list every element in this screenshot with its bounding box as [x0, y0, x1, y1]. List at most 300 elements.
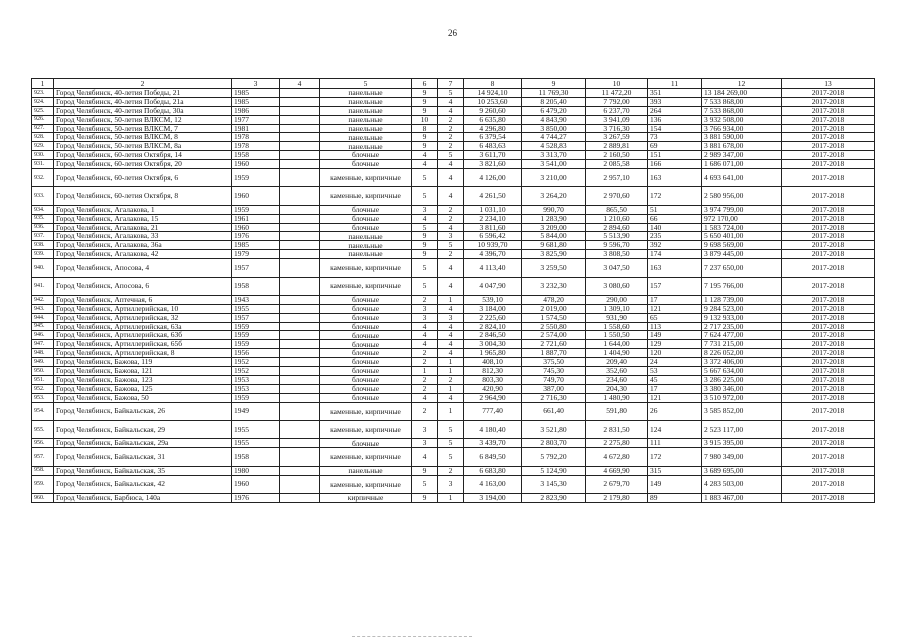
row-number-cell: 926. — [32, 115, 54, 124]
year-built-cell: 1960 — [232, 475, 280, 493]
living-area-cell: 11 769,30 — [522, 89, 586, 98]
address-cell: Город Челябинск, Аптечная, 6 — [54, 295, 232, 304]
entrances-cell: 5 — [438, 439, 464, 448]
address-cell: Город Челябинск, Байкальская, 42 — [54, 475, 232, 493]
table-row — [32, 313, 875, 322]
col-4-cell — [280, 97, 320, 106]
table-row — [32, 402, 875, 420]
address-cell: Город Челябинск, Байкальская, 29 — [54, 421, 232, 439]
total-area-cell: 4 261,50 — [464, 187, 522, 205]
col-4-cell — [280, 421, 320, 439]
row-number-cell: 942. — [32, 295, 54, 304]
entrances-cell: 3 — [438, 232, 464, 241]
living-area-cell: 2 019,00 — [522, 304, 586, 313]
residential-area-cell: 3 716,30 — [586, 124, 648, 133]
table-row — [32, 106, 875, 115]
floors-cell: 9 — [412, 142, 438, 151]
living-area-cell: 5 124,90 — [522, 466, 586, 475]
entrances-cell: 5 — [438, 241, 464, 250]
floors-cell: 9 — [412, 97, 438, 106]
living-area-cell: 2 574,00 — [522, 331, 586, 340]
wall-material-cell: панельные — [320, 232, 412, 241]
residents-cell: 264 — [648, 106, 702, 115]
entrances-cell: 4 — [438, 169, 464, 187]
row-number-cell: 954. — [32, 402, 54, 420]
year-built-cell: 1953 — [232, 375, 280, 384]
repair-cost-cell: 3 689 695,00 — [702, 466, 782, 475]
repair-period-cell: 2017-2018 — [782, 349, 875, 358]
repair-cost-cell: 3 766 934,00 — [702, 124, 782, 133]
wall-material-cell: панельные — [320, 466, 412, 475]
repair-cost-cell: 2 523 117,00 — [702, 421, 782, 439]
year-built-cell: 1955 — [232, 439, 280, 448]
col-4-cell — [280, 322, 320, 331]
residents-cell: 120 — [648, 349, 702, 358]
residents-cell: 149 — [648, 331, 702, 340]
year-built-cell: 1985 — [232, 241, 280, 250]
address-cell: Город Челябинск, 40-летия Победы, 21 — [54, 89, 232, 98]
residential-area-cell: 3 808,50 — [586, 250, 648, 259]
repair-period-cell: 2017-2018 — [782, 466, 875, 475]
repair-cost-cell: 3 932 508,00 — [702, 115, 782, 124]
entrances-cell: 4 — [438, 259, 464, 277]
repair-cost-cell: 1 128 739,00 — [702, 295, 782, 304]
row-number-cell: 925. — [32, 106, 54, 115]
residential-area-cell: 209,40 — [586, 358, 648, 367]
row-number-cell: 960. — [32, 493, 54, 502]
wall-material-cell: каменные, кирпичные — [320, 448, 412, 466]
repair-period-cell: 2017-2018 — [782, 331, 875, 340]
repair-cost-cell: 1 883 467,00 — [702, 493, 782, 502]
address-cell: Город Челябинск, Артиллерийская, 65б — [54, 340, 232, 349]
residents-cell: 392 — [648, 241, 702, 250]
repair-cost-cell: 1 583 724,00 — [702, 223, 782, 232]
floors-cell: 9 — [412, 250, 438, 259]
row-number-cell: 931. — [32, 160, 54, 169]
total-area-cell: 6 683,80 — [464, 466, 522, 475]
row-number-cell: 957. — [32, 448, 54, 466]
repair-cost-cell: 3 585 852,00 — [702, 402, 782, 420]
entrances-cell: 4 — [438, 160, 464, 169]
year-built-cell: 1961 — [232, 214, 280, 223]
residents-cell: 66 — [648, 214, 702, 223]
floors-cell: 9 — [412, 241, 438, 250]
col-4-cell — [280, 402, 320, 420]
repair-cost-cell: 2 717 235,00 — [702, 322, 782, 331]
repair-period-cell: 2017-2018 — [782, 358, 875, 367]
table-row — [32, 160, 875, 169]
total-area-cell: 420,90 — [464, 384, 522, 393]
column-number-row — [32, 79, 875, 89]
repair-cost-cell: 3 372 406,00 — [702, 358, 782, 367]
residents-cell: 129 — [648, 340, 702, 349]
wall-material-cell: блочные — [320, 358, 412, 367]
repair-cost-cell: 9 698 569,00 — [702, 241, 782, 250]
residents-cell: 172 — [648, 187, 702, 205]
row-number-cell: 937. — [32, 232, 54, 241]
col-4-cell — [280, 384, 320, 393]
year-built-cell: 1985 — [232, 97, 280, 106]
col-4-cell — [280, 313, 320, 322]
living-area-cell: 387,00 — [522, 384, 586, 393]
total-area-cell: 4 296,80 — [464, 124, 522, 133]
address-cell: Город Челябинск, 60-летия Октября, 14 — [54, 151, 232, 160]
col-4-cell — [280, 331, 320, 340]
table-row — [32, 169, 875, 187]
row-number-cell: 928. — [32, 133, 54, 142]
wall-material-cell: блочные — [320, 313, 412, 322]
repair-cost-cell: 7 533 868,00 — [702, 97, 782, 106]
address-cell: Город Челябинск, Барбюса, 140а — [54, 493, 232, 502]
table-row — [32, 214, 875, 223]
table-row — [32, 340, 875, 349]
living-area-cell: 3 850,00 — [522, 124, 586, 133]
row-number-cell: 938. — [32, 241, 54, 250]
table-row — [32, 493, 875, 502]
floors-cell: 4 — [412, 214, 438, 223]
residential-area-cell: 1 480,90 — [586, 393, 648, 402]
living-area-cell: 6 479,20 — [522, 106, 586, 115]
address-cell: Город Челябинск, Артиллерийская, 63а — [54, 322, 232, 331]
living-area-cell: 2 550,80 — [522, 322, 586, 331]
wall-material-cell: блочные — [320, 151, 412, 160]
row-number-cell: 927. — [32, 124, 54, 133]
row-number-cell: 934. — [32, 205, 54, 214]
residents-cell: 174 — [648, 250, 702, 259]
table-row — [32, 331, 875, 340]
year-built-cell: 1959 — [232, 205, 280, 214]
entrances-cell: 4 — [438, 187, 464, 205]
column-number-13: 13 — [782, 79, 875, 89]
wall-material-cell: каменные, кирпичные — [320, 277, 412, 295]
living-area-cell: 3 232,30 — [522, 277, 586, 295]
address-cell: Город Челябинск, 50-летия ВЛКСМ, 8 — [54, 133, 232, 142]
floors-cell: 3 — [412, 304, 438, 313]
col-4-cell — [280, 259, 320, 277]
residential-area-cell: 352,60 — [586, 367, 648, 376]
residential-area-cell: 865,50 — [586, 205, 648, 214]
residents-cell: 140 — [648, 223, 702, 232]
year-built-cell: 1976 — [232, 493, 280, 502]
wall-material-cell: каменные, кирпичные — [320, 475, 412, 493]
entrances-cell: 2 — [438, 466, 464, 475]
total-area-cell: 10 253,60 — [464, 97, 522, 106]
row-number-cell: 958. — [32, 466, 54, 475]
total-area-cell: 803,30 — [464, 375, 522, 384]
row-number-cell: 953. — [32, 393, 54, 402]
column-number-12: 12 — [702, 79, 782, 89]
row-number-cell: 933. — [32, 187, 54, 205]
entrances-cell: 1 — [438, 367, 464, 376]
total-area-cell: 3 439,70 — [464, 439, 522, 448]
repair-period-cell: 2017-2018 — [782, 367, 875, 376]
row-number-cell: 924. — [32, 97, 54, 106]
wall-material-cell: каменные, кирпичные — [320, 169, 412, 187]
row-number-cell: 932. — [32, 169, 54, 187]
col-4-cell — [280, 375, 320, 384]
repair-period-cell: 2017-2018 — [782, 304, 875, 313]
year-built-cell: 1958 — [232, 448, 280, 466]
entrances-cell: 1 — [438, 358, 464, 367]
repair-cost-cell: 3 286 225,00 — [702, 375, 782, 384]
total-area-cell: 2 225,60 — [464, 313, 522, 322]
wall-material-cell: блочные — [320, 393, 412, 402]
residents-cell: 17 — [648, 384, 702, 393]
year-built-cell: 1958 — [232, 151, 280, 160]
table-row — [32, 232, 875, 241]
residential-area-cell: 2 889,81 — [586, 142, 648, 151]
column-number-9: 9 — [522, 79, 586, 89]
floors-cell: 9 — [412, 493, 438, 502]
residential-area-cell: 234,60 — [586, 375, 648, 384]
table-row — [32, 133, 875, 142]
residents-cell: 163 — [648, 169, 702, 187]
floors-cell: 5 — [412, 169, 438, 187]
repair-period-cell: 2017-2018 — [782, 439, 875, 448]
address-cell: Город Челябинск, 60-летия Октября, 6 — [54, 169, 232, 187]
residents-cell: 163 — [648, 259, 702, 277]
entrances-cell: 4 — [438, 322, 464, 331]
year-built-cell: 1955 — [232, 421, 280, 439]
total-area-cell: 4 396,70 — [464, 250, 522, 259]
floors-cell: 8 — [412, 124, 438, 133]
residential-area-cell: 2 085,58 — [586, 160, 648, 169]
residents-cell: 45 — [648, 375, 702, 384]
repair-cost-cell: 4 693 641,00 — [702, 169, 782, 187]
residential-area-cell: 11 472,20 — [586, 89, 648, 98]
repair-period-cell: 2017-2018 — [782, 232, 875, 241]
address-cell: Город Челябинск, Агалакова, 42 — [54, 250, 232, 259]
repair-period-cell: 2017-2018 — [782, 448, 875, 466]
entrances-cell: 2 — [438, 205, 464, 214]
residents-cell: 149 — [648, 475, 702, 493]
col-4-cell — [280, 169, 320, 187]
repair-period-cell: 2017-2018 — [782, 169, 875, 187]
wall-material-cell: блочные — [320, 375, 412, 384]
floors-cell: 3 — [412, 439, 438, 448]
col-4-cell — [280, 151, 320, 160]
repair-period-cell: 2017-2018 — [782, 89, 875, 98]
address-cell: Город Челябинск, 50-летия ВЛКСМ, 12 — [54, 115, 232, 124]
floors-cell: 3 — [412, 313, 438, 322]
living-area-cell: 3 825,90 — [522, 250, 586, 259]
floors-cell: 5 — [412, 223, 438, 232]
column-number-10: 10 — [586, 79, 648, 89]
year-built-cell: 1981 — [232, 124, 280, 133]
row-number-cell: 935. — [32, 214, 54, 223]
floors-cell: 3 — [412, 421, 438, 439]
row-number-cell: 939. — [32, 250, 54, 259]
residents-cell: 69 — [648, 142, 702, 151]
address-cell: Город Челябинск, Байкальская, 29а — [54, 439, 232, 448]
year-built-cell: 1957 — [232, 259, 280, 277]
col-4-cell — [280, 115, 320, 124]
year-built-cell: 1960 — [232, 223, 280, 232]
table-row — [32, 250, 875, 259]
repair-period-cell: 2017-2018 — [782, 384, 875, 393]
year-built-cell: 1960 — [232, 160, 280, 169]
row-number-cell: 946. — [32, 331, 54, 340]
col-4-cell — [280, 340, 320, 349]
floors-cell: 2 — [412, 402, 438, 420]
wall-material-cell: блочные — [320, 340, 412, 349]
residential-area-cell: 1 644,00 — [586, 340, 648, 349]
table-row — [32, 115, 875, 124]
living-area-cell: 2 823,90 — [522, 493, 586, 502]
repair-cost-cell: 3 974 799,00 — [702, 205, 782, 214]
repair-period-cell: 2017-2018 — [782, 115, 875, 124]
col-4-cell — [280, 466, 320, 475]
page-bottom-rule — [352, 636, 472, 638]
row-number-cell: 949. — [32, 358, 54, 367]
repair-cost-cell: 7 195 766,00 — [702, 277, 782, 295]
residential-area-cell: 2 831,50 — [586, 421, 648, 439]
wall-material-cell: блочные — [320, 439, 412, 448]
residential-area-cell: 6 237,70 — [586, 106, 648, 115]
total-area-cell: 3 194,00 — [464, 493, 522, 502]
floors-cell: 4 — [412, 322, 438, 331]
address-cell: Город Челябинск, Бажова, 121 — [54, 367, 232, 376]
year-built-cell: 1958 — [232, 277, 280, 295]
floors-cell: 5 — [412, 187, 438, 205]
year-built-cell: 1949 — [232, 402, 280, 420]
year-built-cell: 1985 — [232, 89, 280, 98]
wall-material-cell: каменные, кирпичные — [320, 259, 412, 277]
year-built-cell: 1959 — [232, 322, 280, 331]
residents-cell: 136 — [648, 115, 702, 124]
residential-area-cell: 3 047,50 — [586, 259, 648, 277]
residential-area-cell: 1 558,60 — [586, 322, 648, 331]
entrances-cell: 2 — [438, 250, 464, 259]
wall-material-cell: панельные — [320, 115, 412, 124]
address-cell: Город Челябинск, Агалакова, 21 — [54, 223, 232, 232]
residential-area-cell: 1 210,60 — [586, 214, 648, 223]
entrances-cell: 1 — [438, 402, 464, 420]
wall-material-cell: блочные — [320, 349, 412, 358]
wall-material-cell: панельные — [320, 89, 412, 98]
year-built-cell: 1976 — [232, 232, 280, 241]
wall-material-cell: панельные — [320, 124, 412, 133]
col-4-cell — [280, 250, 320, 259]
column-number-11: 11 — [648, 79, 702, 89]
entrances-cell: 4 — [438, 106, 464, 115]
address-cell: Город Челябинск, Апосова, 6 — [54, 277, 232, 295]
repair-cost-cell: 7 237 650,00 — [702, 259, 782, 277]
living-area-cell: 3 259,50 — [522, 259, 586, 277]
year-built-cell: 1960 — [232, 187, 280, 205]
address-cell: Город Челябинск, Бажова, 119 — [54, 358, 232, 367]
total-area-cell: 3 821,60 — [464, 160, 522, 169]
address-cell: Город Челябинск, Байкальская, 31 — [54, 448, 232, 466]
living-area-cell: 1 574,50 — [522, 313, 586, 322]
total-area-cell: 4 113,40 — [464, 259, 522, 277]
floors-cell: 4 — [412, 448, 438, 466]
entrances-cell: 4 — [438, 97, 464, 106]
entrances-cell: 4 — [438, 393, 464, 402]
table-row — [32, 475, 875, 493]
row-number-cell: 951. — [32, 375, 54, 384]
address-cell: Город Челябинск, Артиллерийская, 63б — [54, 331, 232, 340]
repair-period-cell: 2017-2018 — [782, 421, 875, 439]
residents-cell: 157 — [648, 277, 702, 295]
col-4-cell — [280, 89, 320, 98]
row-number-cell: 936. — [32, 223, 54, 232]
floors-cell: 3 — [412, 205, 438, 214]
address-cell: Город Челябинск, 60-летия Октября, 8 — [54, 187, 232, 205]
address-cell: Город Челябинск, 40-летия Победы, 21а — [54, 97, 232, 106]
residential-area-cell: 4 669,90 — [586, 466, 648, 475]
residential-area-cell: 2 957,10 — [586, 169, 648, 187]
repair-cost-cell: 13 184 269,00 — [702, 89, 782, 98]
year-built-cell: 1959 — [232, 169, 280, 187]
total-area-cell: 3 811,60 — [464, 223, 522, 232]
col-4-cell — [280, 475, 320, 493]
year-built-cell: 1986 — [232, 106, 280, 115]
table-row — [32, 97, 875, 106]
repair-period-cell: 2017-2018 — [782, 97, 875, 106]
table-row — [32, 187, 875, 205]
row-number-cell: 952. — [32, 384, 54, 393]
row-number-cell: 930. — [32, 151, 54, 160]
row-number-cell: 956. — [32, 439, 54, 448]
residential-area-cell: 4 672,80 — [586, 448, 648, 466]
residents-cell: 351 — [648, 89, 702, 98]
address-cell: Город Челябинск, Бажова, 125 — [54, 384, 232, 393]
repair-period-cell: 2017-2018 — [782, 475, 875, 493]
residential-area-cell: 1 550,50 — [586, 331, 648, 340]
total-area-cell: 3 004,30 — [464, 340, 522, 349]
residents-cell: 51 — [648, 205, 702, 214]
address-cell: Город Челябинск, 60-летия Октября, 20 — [54, 160, 232, 169]
housing-registry-table — [31, 78, 875, 503]
wall-material-cell: блочные — [320, 384, 412, 393]
residential-area-cell: 591,80 — [586, 402, 648, 420]
year-built-cell: 1952 — [232, 358, 280, 367]
col-4-cell — [280, 493, 320, 502]
repair-period-cell: 2017-2018 — [782, 142, 875, 151]
col-4-cell — [280, 160, 320, 169]
living-area-cell: 478,20 — [522, 295, 586, 304]
residents-cell: 172 — [648, 448, 702, 466]
total-area-cell: 2 846,50 — [464, 331, 522, 340]
repair-cost-cell: 2 989 347,00 — [702, 151, 782, 160]
repair-cost-cell: 7 624 477,00 — [702, 331, 782, 340]
year-built-cell: 1957 — [232, 313, 280, 322]
table-row — [32, 277, 875, 295]
row-number-cell: 941. — [32, 277, 54, 295]
floors-cell: 4 — [412, 160, 438, 169]
year-built-cell: 1953 — [232, 384, 280, 393]
entrances-cell: 3 — [438, 313, 464, 322]
row-number-cell: 945. — [32, 322, 54, 331]
residential-area-cell: 3 941,09 — [586, 115, 648, 124]
repair-cost-cell: 3 915 395,00 — [702, 439, 782, 448]
repair-period-cell: 2017-2018 — [782, 214, 875, 223]
repair-cost-cell: 3 881 590,00 — [702, 133, 782, 142]
total-area-cell: 539,10 — [464, 295, 522, 304]
entrances-cell: 2 — [438, 375, 464, 384]
floors-cell: 4 — [412, 331, 438, 340]
table-row — [32, 439, 875, 448]
wall-material-cell: блочные — [320, 367, 412, 376]
row-number-cell: 944. — [32, 313, 54, 322]
table-row — [32, 142, 875, 151]
repair-cost-cell: 8 226 052,00 — [702, 349, 782, 358]
address-cell: Город Челябинск, Артиллерийская, 10 — [54, 304, 232, 313]
total-area-cell: 6 379,54 — [464, 133, 522, 142]
floors-cell: 9 — [412, 466, 438, 475]
col-4-cell — [280, 232, 320, 241]
